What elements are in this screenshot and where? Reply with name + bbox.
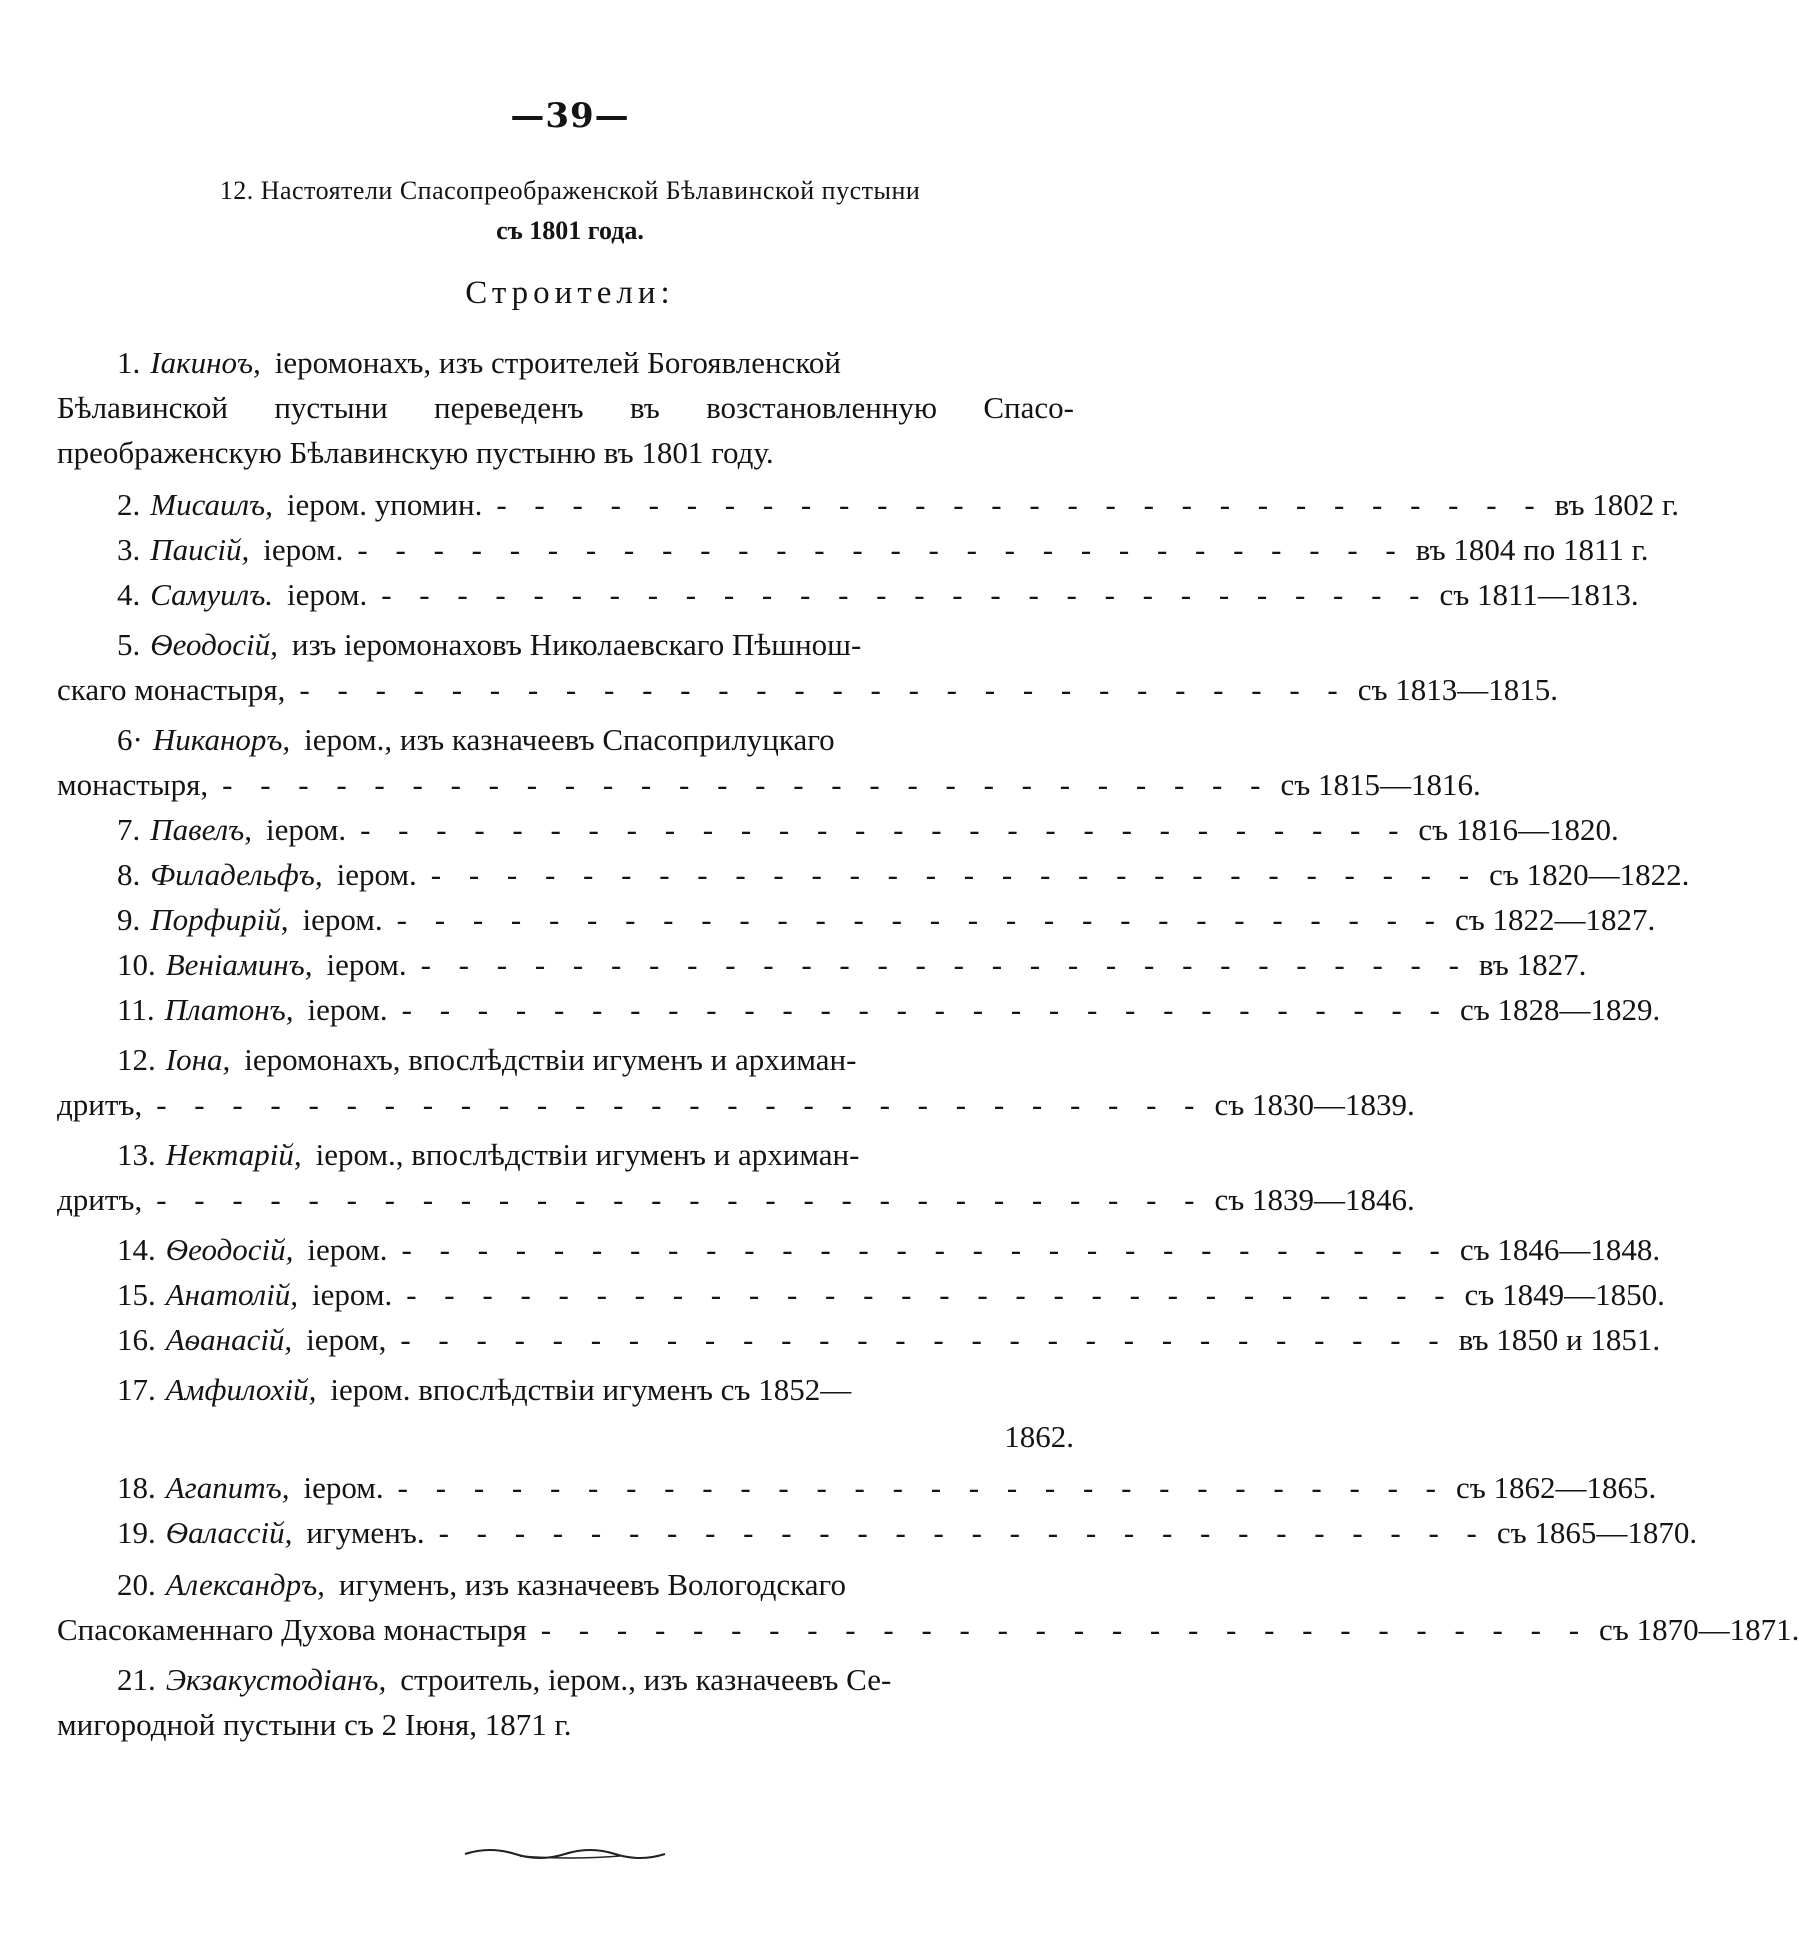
entry-name: Іона, bbox=[165, 1042, 231, 1077]
page-number: —39— bbox=[510, 96, 630, 136]
ornament-divider-icon bbox=[460, 1842, 680, 1862]
entry-number: 4. bbox=[117, 577, 141, 612]
entry-dates: съ 1839—1846. bbox=[1214, 1182, 1415, 1217]
dot-leader: - - - - - - - - - - - - - - - - - - - - - - - - - - - - bbox=[156, 1182, 1205, 1217]
entry-text: дритъ, bbox=[57, 1182, 143, 1217]
entry-desc: іером. упомин. bbox=[286, 487, 483, 522]
entry-name: Мисаилъ, bbox=[150, 487, 273, 522]
entry-desc: іером. bbox=[307, 992, 388, 1027]
entry-20-line2 bbox=[57, 1607, 1799, 1653]
dot-leader: - - - - - - - - - - - - - - - - - - - - - - - - - - - - bbox=[222, 767, 1271, 802]
entry-dates: съ 1820—1822. bbox=[1489, 857, 1690, 892]
dot-leader: - - - - - - - - - - - - - - - - - - - - - - - - - - - - bbox=[396, 902, 1445, 937]
entry-number: 1. bbox=[117, 345, 141, 380]
entry-number: 6· bbox=[117, 722, 143, 757]
entry-14 bbox=[57, 1227, 1661, 1273]
entry-text: іером., изъ казначеевъ Спасоприлуцкаго bbox=[304, 722, 835, 757]
dot-leader: - - - - - - - - - - - - - - - - - - - - - - - - - - - - bbox=[360, 812, 1409, 847]
entry-number: 8. bbox=[117, 857, 141, 892]
chapter-heading-line2: съ 1801 года. bbox=[496, 216, 644, 245]
entry-number: 2. bbox=[117, 487, 141, 522]
entry-name: Ѳеодосій, bbox=[150, 627, 278, 662]
entry-5-line1 bbox=[57, 622, 1074, 668]
dot-leader: - - - - - - - - - - - - - - - - - - - - - - - - - - - - bbox=[299, 672, 1348, 707]
entry-number: 16. bbox=[117, 1322, 156, 1357]
entry-desc: іером. bbox=[336, 857, 417, 892]
entry-1-line2: Бѣлавинской пустыни переведенъ въ возстановленную Спасо- bbox=[57, 390, 1074, 425]
dot-leader: - - - - - - - - - - - - - - - - - - - - - - - - - - - - bbox=[430, 857, 1480, 892]
entry-name: Анатолій, bbox=[165, 1277, 299, 1312]
entry-13-line2 bbox=[57, 1177, 1415, 1223]
entry-name: Экзакустодіанъ, bbox=[165, 1662, 387, 1697]
entry-dates: съ 1813—1815. bbox=[1357, 672, 1559, 707]
entry-16 bbox=[57, 1317, 1661, 1363]
entry-7 bbox=[57, 807, 1619, 853]
entry-text: іером. впослѣдствіи игуменъ съ 1852— bbox=[330, 1372, 852, 1407]
entry-name: Паисій, bbox=[150, 532, 250, 567]
entry-number: 19. bbox=[117, 1515, 156, 1550]
entry-15 bbox=[57, 1272, 1665, 1318]
dot-leader: - - - - - - - - - - - - - - - - - - - - - - - - - - - - bbox=[420, 947, 1469, 982]
entry-desc: іером. bbox=[263, 532, 344, 567]
entry-number: 3. bbox=[117, 532, 141, 567]
entry-12-line2 bbox=[57, 1082, 1415, 1128]
entry-desc: іером. bbox=[303, 1470, 384, 1505]
dot-leader: - - - - - - - - - - - - - - - - - - - - - - - - - - - - bbox=[357, 532, 1406, 567]
entry-dates: въ 1827. bbox=[1478, 947, 1587, 982]
entry-10 bbox=[57, 942, 1587, 988]
entry-dates: съ 1816—1820. bbox=[1418, 812, 1619, 847]
entry-number: 5. bbox=[117, 627, 141, 662]
entry-12-line1 bbox=[57, 1037, 1074, 1083]
entry-text: дритъ, bbox=[57, 1087, 143, 1122]
entry-desc: іером. bbox=[287, 577, 368, 612]
entry-number: 13. bbox=[117, 1137, 156, 1172]
entry-1-line1 bbox=[57, 340, 1074, 386]
entry-text: іеромонахъ, изъ строителей Богоявленской bbox=[274, 345, 841, 380]
entry-6-line2 bbox=[57, 762, 1481, 808]
entry-4 bbox=[57, 572, 1639, 618]
entry-dates: съ 1822—1827. bbox=[1454, 902, 1656, 937]
entry-5-line2 bbox=[57, 667, 1559, 713]
entry-text: іеромонахъ, впослѣдствіи игуменъ и архиман- bbox=[244, 1042, 857, 1077]
entry-name: Порфирій, bbox=[150, 902, 289, 937]
dot-leader: - - - - - - - - - - - - - - - - - - - - - - - - - - - - bbox=[401, 992, 1450, 1027]
entry-name: Павелъ, bbox=[150, 812, 252, 847]
entry-dates: съ 1865—1870. bbox=[1496, 1515, 1698, 1550]
entry-desc: іером. bbox=[326, 947, 407, 982]
entry-text: изъ іеромонаховъ Николаевскаго Пѣшнош- bbox=[291, 627, 862, 662]
entry-6-line1 bbox=[57, 717, 1074, 763]
entry-name: Аѳанасій, bbox=[165, 1322, 293, 1357]
section-title: Строители: bbox=[465, 275, 675, 311]
entry-name: Ѳеодосій, bbox=[165, 1232, 294, 1267]
entry-dates: съ 1870—1871. bbox=[1599, 1612, 1799, 1647]
entry-desc: іером. bbox=[302, 902, 383, 937]
entry-13-line1 bbox=[57, 1132, 1074, 1178]
entry-name: Самуилъ. bbox=[150, 577, 274, 612]
entry-number: 10. bbox=[117, 947, 156, 982]
entry-desc: іером. bbox=[307, 1232, 388, 1267]
entry-name: Филадельфъ, bbox=[150, 857, 323, 892]
entry-desc: іером, bbox=[306, 1322, 387, 1357]
dot-leader: - - - - - - - - - - - - - - - - - - - - - - - - - - - - bbox=[540, 1612, 1590, 1647]
entry-number: 20. bbox=[117, 1567, 156, 1602]
entry-name: Ѳалассій, bbox=[165, 1515, 293, 1550]
entry-11 bbox=[57, 987, 1661, 1033]
entry-text: монастыря, bbox=[57, 767, 209, 802]
entry-19 bbox=[57, 1510, 1698, 1556]
entry-number: 12. bbox=[117, 1042, 156, 1077]
entry-name: Агапитъ, bbox=[165, 1470, 290, 1505]
entry-desc: іером. bbox=[312, 1277, 393, 1312]
entry-number: 17. bbox=[117, 1372, 156, 1407]
entry-dates: съ 1828—1829. bbox=[1459, 992, 1661, 1027]
entry-2 bbox=[57, 482, 1680, 528]
dot-leader: - - - - - - - - - - - - - - - - - - - - - - - - - - - - bbox=[438, 1515, 1487, 1550]
entry-text: Спасокаменнаго Духова монастыря bbox=[57, 1612, 527, 1647]
entry-9 bbox=[57, 897, 1656, 943]
entry-desc: игуменъ. bbox=[306, 1515, 425, 1550]
entry-number: 9. bbox=[117, 902, 141, 937]
entry-8 bbox=[57, 852, 1690, 898]
entry-18 bbox=[57, 1465, 1657, 1511]
entry-text: іером., впослѣдствіи игуменъ и архиман- bbox=[315, 1137, 860, 1172]
entry-dates: въ 1804 по 1811 г. bbox=[1415, 532, 1649, 567]
entry-name: Александръ, bbox=[165, 1567, 325, 1602]
entry-dates: съ 1849—1850. bbox=[1464, 1277, 1665, 1312]
entry-number: 21. bbox=[117, 1662, 156, 1697]
entry-dates: съ 1815—1816. bbox=[1280, 767, 1481, 802]
entry-text: игуменъ, изъ казначеевъ Вологодскаго bbox=[338, 1567, 846, 1602]
entry-desc: іером. bbox=[265, 812, 347, 847]
dot-leader: - - - - - - - - - - - - - - - - - - - - - - - - - - - - bbox=[401, 1232, 1450, 1267]
dot-leader: - - - - - - - - - - - - - - - - - - - - - - - - - - - - bbox=[397, 1470, 1446, 1505]
entry-dates: въ 1850 и 1851. bbox=[1458, 1322, 1661, 1357]
entry-name: Амфилохій, bbox=[165, 1372, 317, 1407]
dot-leader: - - - - - - - - - - - - - - - - - - - - - - - - - - - - bbox=[496, 487, 1545, 522]
entry-text: строитель, іером., изъ казначеевъ Се- bbox=[400, 1662, 892, 1697]
entry-dates: въ 1802 г. bbox=[1554, 487, 1680, 522]
entry-name: Нектарій, bbox=[165, 1137, 302, 1172]
entry-name: Платонъ, bbox=[164, 992, 294, 1027]
entry-text: скаго монастыря, bbox=[57, 672, 286, 707]
entry-17-line2: 1862. bbox=[1004, 1419, 1074, 1454]
dot-leader: - - - - - - - - - - - - - - - - - - - - - - - - - - - - bbox=[156, 1087, 1205, 1122]
entry-20-line1 bbox=[57, 1562, 1074, 1608]
entry-number: 14. bbox=[117, 1232, 156, 1267]
entry-name: Никаноръ, bbox=[152, 722, 291, 757]
dot-leader: - - - - - - - - - - - - - - - - - - - - - - - - - - - - bbox=[400, 1322, 1449, 1357]
entry-21-line2: мигородной пустыни съ 2 Іюня, 1871 г. bbox=[57, 1707, 572, 1742]
dot-leader: - - - - - - - - - - - - - - - - - - - - - - - - - - - - bbox=[381, 577, 1430, 612]
entry-dates: съ 1862—1865. bbox=[1455, 1470, 1657, 1505]
chapter-heading-line1: 12. Настоятели Спасопреображенской Бѣлавинской пустыни bbox=[219, 176, 921, 205]
entry-1-line3: преображенскую Бѣлавинскую пустыню въ 1801 году. bbox=[57, 435, 774, 470]
entry-number: 15. bbox=[117, 1277, 156, 1312]
entry-number: 7. bbox=[117, 812, 141, 847]
entry-21-line1 bbox=[57, 1657, 1074, 1703]
entry-dates: съ 1830—1839. bbox=[1214, 1087, 1415, 1122]
entry-17-line1 bbox=[57, 1367, 1074, 1413]
entry-number: 11. bbox=[117, 992, 155, 1027]
entry-number: 18. bbox=[117, 1470, 156, 1505]
entry-name: Іакиноъ, bbox=[150, 345, 261, 380]
entry-dates: съ 1811—1813. bbox=[1439, 577, 1639, 612]
entry-name: Веніаминъ, bbox=[165, 947, 313, 982]
entry-dates: съ 1846—1848. bbox=[1459, 1232, 1661, 1267]
dot-leader: - - - - - - - - - - - - - - - - - - - - - - - - - - - - bbox=[406, 1277, 1455, 1312]
entry-3 bbox=[57, 527, 1649, 573]
